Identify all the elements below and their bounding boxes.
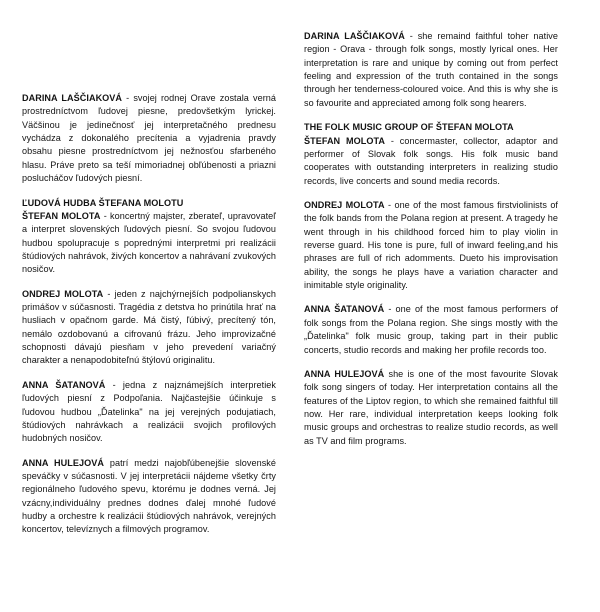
- group-heading-line: ĽUDOVÁ HUDBA ŠTEFANA MOLOTU: [22, 197, 184, 208]
- person-name: ONDREJ MOLOTA: [22, 288, 104, 299]
- paragraph: [22, 457, 276, 537]
- entry-anna-hulejova-en: [304, 368, 558, 448]
- paragraph: [304, 30, 558, 110]
- person-name: ŠTEFAN MOLOTA: [304, 135, 386, 146]
- person-name: ONDREJ MOLOTA: [304, 199, 385, 210]
- paragraph: [22, 288, 276, 368]
- entry-anna-satanova-sk: [22, 379, 276, 446]
- two-column-layout: [22, 30, 578, 537]
- paragraph: [22, 210, 276, 277]
- paragraph-text: - concermaster, collector, adaptor and performer of Slovak folk songs. His folk music band cooperates with outstanding interpreters in realizing studio records, live concerts and sound media records.: [304, 135, 558, 186]
- paragraph-text: - one of the most famous firstviolinists of the folk bands from the Polana region at present. A tragedy he went through in his childhood forced him to play violin in reverse guard. His tone is pure, full of inward feeling,and his phrases are full of rich adomments. Dueto his improvisation ability, the songs he plays have a variation character and inimitable style originality.: [304, 199, 558, 291]
- paragraph-text: - svojej rodnej Orave zostala verná prostredníctvom ľudovej piesne, predovšetkým lyrickej. Väčšinou je jedinečnosť jej interpretačného prednesu vychádza z dokonalého precítenia a vyjadrenia pravdy obsahu piesne prostredníctvom jej nežnosťou sfarbeného hlasu. Práve preto sa teší mimoriadnej obľúbenosti a priazni poslucháčov ľudových piesní.: [22, 93, 277, 184]
- column-slovak: [22, 30, 276, 537]
- entry-darina-lasciakova-en: [304, 30, 558, 110]
- entry-darina-lasciakova-sk: [22, 92, 276, 186]
- paragraph-text: - koncertný majster, zberateľ, upravovateľ a interpret slovenských ľudových piesní. So svojou ľudovou hudbou spolupracuje s poprednými interpretmi pri realizácii štúdiových nahrávok, živých koncertov a nahrávaní zvukových nosičov.: [22, 210, 276, 275]
- paragraph: [22, 379, 276, 446]
- paragraph-text: - one of the most famous performers of folk songs from the Polana region. She sings mostly with the „Ďatelinka" folk music group, taking part in their public concerts, studio records and making her profile records too.: [304, 304, 559, 355]
- paragraph: [304, 135, 558, 188]
- group-heading: [304, 121, 558, 134]
- person-name: ANNA HULEJOVÁ: [304, 368, 385, 379]
- person-name: ANNA ŠATANOVÁ: [304, 304, 385, 315]
- person-name: ŠTEFAN MOLOTA: [22, 210, 101, 221]
- paragraph: [304, 303, 558, 356]
- group-heading: [22, 197, 276, 210]
- person-name: ANNA HULEJOVÁ: [22, 457, 104, 468]
- column-english: [304, 30, 558, 448]
- paragraph-text: - she remaind faithful toher native region - Orava - through folk songs, mostly lyrical ones. Her interpretation is rare and unique by coming out from perfect feeling and expression of the truth contained in the songs through her tenderness-coloured voice. And this is why she is so favourite and appreciated among folk song hearers.: [304, 31, 558, 108]
- person-name: DARINA LAŠČIAKOVÁ: [304, 31, 405, 41]
- paragraph-text: - jedna z najznámejších interpretiek ľudových piesní z Podpoľania. Najčastejšie účinkuje s ľudovou hudbou „Ďatelinka" na jej verejných podujatiach, štúdiových nahrávkach a realizácii svojich profilových hudobných nosičov.: [22, 379, 276, 444]
- paragraph: [22, 92, 276, 186]
- paragraph-text: patrí medzi najobľúbenejšie slovenské speváčky v súčasnosti. V jej interpretácii nájdeme všetky črty regionálneho ľudového spevu, ktorému je dodnes verná. Jej vzácny,individuálny prednes dodnes ďalej mnohé ľudové hudby a orchestre k realizácii štúdiových nahrávok, verejných koncertov, televíznych a filmových programov.: [22, 457, 276, 535]
- paragraph: [304, 368, 558, 448]
- entry-ondrej-molota-en: [304, 199, 558, 293]
- paragraph-text: - jeden z najchýrnejších podpolianskych primášov v súčasnosti. Tragédia z detstva ho prinútila hrať na husliach v opačnom garde. Má čistý, ľúbivý, precítený tón, nemálo ozdobovanú a cifrovanú frázu. Jeho improvizačné schopnosti dávajú piesňam v jeho prevedení variačný charakter a nenapodobiteľnú štýlovú originalitu.: [22, 288, 276, 366]
- paragraph: [304, 199, 558, 293]
- group-heading-line: THE FOLK MUSIC GROUP OF ŠTEFAN MOLOTA: [304, 122, 514, 133]
- person-name: DARINA LAŠČIAKOVÁ: [22, 93, 123, 103]
- entry-folk-group-en: [304, 121, 558, 188]
- person-name: ANNA ŠATANOVÁ: [22, 379, 106, 390]
- entry-folk-group-sk: [22, 197, 276, 277]
- entry-anna-hulejova-sk: [22, 457, 276, 537]
- entry-anna-satanova-en: [304, 303, 558, 356]
- entry-ondrej-molota-sk: [22, 288, 276, 368]
- paragraph-text: she is one of the most favourite Slovak folk song singers of today. Her interpretation contains all the features of the Liptov region, to which she remained faithful till now. Her rare, individual interpretation keeps looking folk music groups and orchestras to realize studio records, as well as TV and film programs.: [304, 368, 558, 446]
